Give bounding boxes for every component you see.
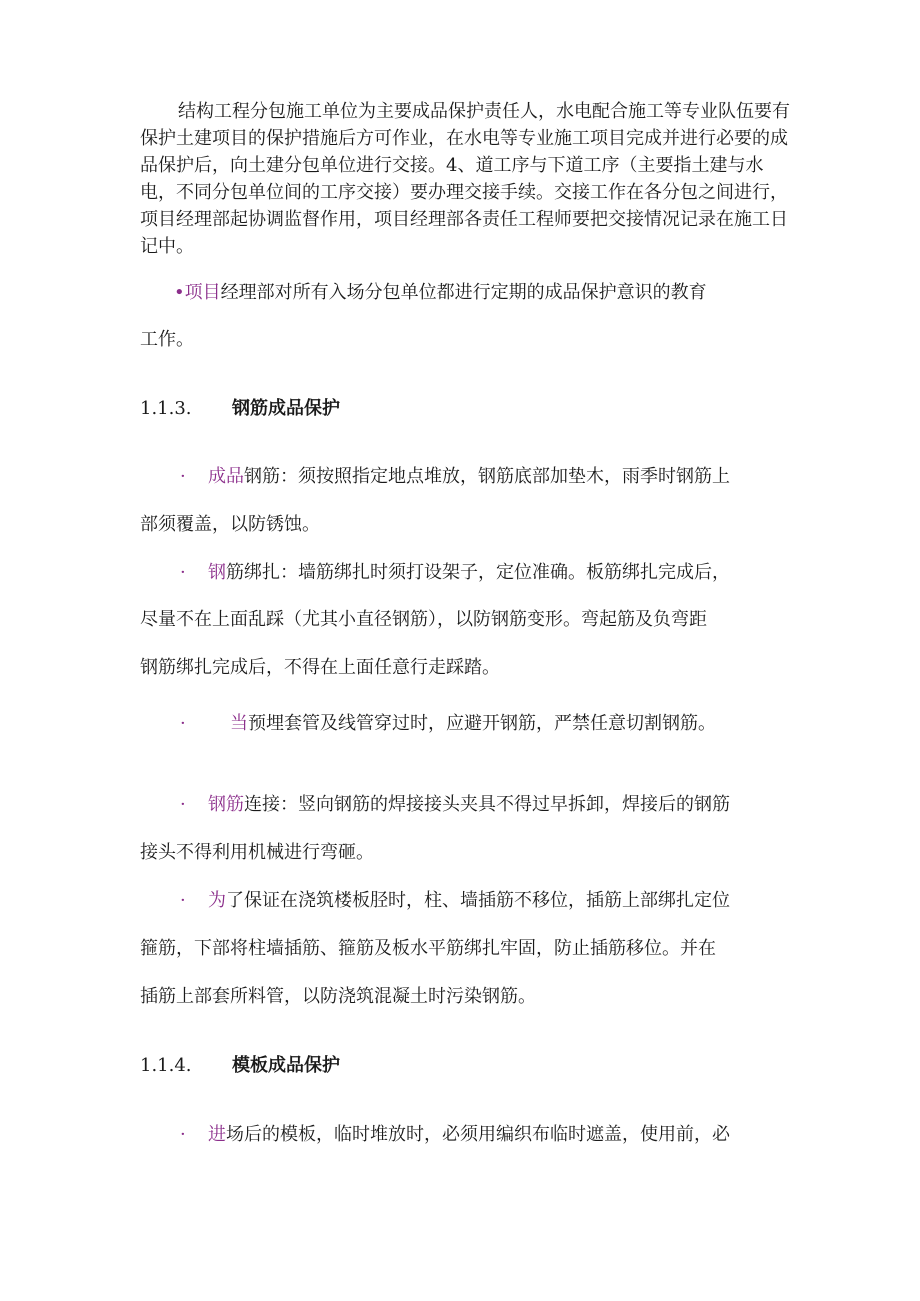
line-text: 经理部对所有入场分包单位都进行定期的成品保护意识的教育 <box>220 282 707 303</box>
education-item-line1 <box>174 278 707 304</box>
lead-text: 当 <box>230 713 248 734</box>
line-text: 筋绑扎：墙筋绑扎时须打设架子，定位准确。板筋绑扎完成后， <box>226 562 730 583</box>
section-number: 1.1.3. <box>140 398 192 419</box>
bullet: · <box>180 562 186 583</box>
rebar-item-line1 <box>180 558 730 584</box>
line-text: 钢筋：须按照指定地点堆放，钢筋底部加垫木，雨季时钢筋上 <box>244 466 730 487</box>
section-title: 模板成品保护 <box>232 1055 340 1076</box>
rebar-item-line1 <box>180 462 730 488</box>
rebar-item-line2: 部须覆盖，以防锈蚀。 <box>140 514 320 535</box>
section-title: 钢筋成品保护 <box>232 398 340 419</box>
bullet: • <box>174 282 185 303</box>
bullet: · <box>180 794 186 815</box>
bullet: · <box>180 1124 186 1145</box>
rebar-item-line3: 插筋上部套所料管，以防浇筑混凝土时污染钢筋。 <box>140 986 536 1007</box>
formwork-item-line1 <box>180 1120 730 1146</box>
rebar-item-line3: 钢筋绑扎完成后，不得在上面任意行走踩踏。 <box>140 657 500 678</box>
bullet: · <box>180 890 186 911</box>
lead-text: 钢筋 <box>208 794 244 815</box>
bullet: · <box>180 713 186 734</box>
lead-text: 为 <box>208 890 226 911</box>
section-heading-113 <box>140 394 340 420</box>
lead-text: 进 <box>208 1124 226 1145</box>
rebar-item-line2: 接头不得利用机械进行弯砸。 <box>140 842 374 863</box>
education-item-line2: 工作。 <box>140 329 194 350</box>
line-text: 预埋套管及线管穿过时，应避开钢筋，严禁任意切割钢筋。 <box>248 713 716 734</box>
lead-text: 钢 <box>208 562 226 583</box>
section-number: 1.1.4. <box>140 1055 192 1076</box>
rebar-item-line1 <box>180 886 730 912</box>
rebar-item-line2: 箍筋，下部将柱墙插筋、箍筋及板水平筋绑扎牢固，防止插筋移位。并在 <box>140 938 716 959</box>
lead-text: 项目 <box>184 282 221 303</box>
rebar-item-line2: 尽量不在上面乱踩（尤其小直径钢筋），以防钢筋变形。弯起筋及负弯距 <box>140 609 707 630</box>
line-text: 场后的模板，临时堆放时，必须用编织布临时遮盖，使用前，必 <box>226 1124 730 1145</box>
rebar-item-line1 <box>180 709 716 735</box>
line-text: 连接：竖向钢筋的焊接接头夹具不得过早拆卸，焊接后的钢筋 <box>244 794 730 815</box>
bullet: · <box>180 466 186 487</box>
rebar-item-line1 <box>180 790 730 816</box>
line-text: 了保证在浇筑楼板胫时，柱、墙插筋不移位，插筋上部绑扎定位 <box>226 890 730 911</box>
intro-paragraph: 结构工程分包施工单位为主要成品保护责任人，水电配合施工等专业队伍要有保护土建项目的保护措施后方可作业，在水电等专业施工项目完成并进行必要的成品保护后，向土建分包单位进行交接。4、道工序与下道工序（主要指土建与水电，不同分包单位间的工序交接）要办理交接手续。交接工作在各分包之间进行，项目经理部起协调监督作用，项目经理部各责任工程师要把交接情况记录在施工日记中。 <box>140 101 790 257</box>
lead-text: 成品 <box>208 466 244 487</box>
section-heading-114 <box>140 1051 340 1077</box>
